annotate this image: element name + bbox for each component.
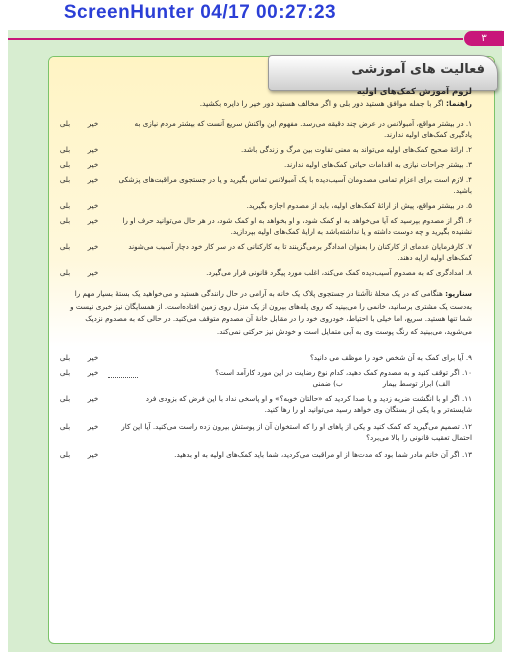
no-option[interactable]: خیر (87, 450, 99, 459)
question-row (52, 200, 472, 211)
no-option[interactable]: خیر (87, 160, 99, 169)
question-text: ۷. کارفرمایان عدمای از کارکنان را بعنوان امدادگر برمی‌گزینند تا به کارکنانی که در سر کار خود دچار آسیب می‌شوند کمک‌های اولیه ارایه دهند. (128, 242, 472, 262)
question-text: ۱۰. اگر توقف کنید و به مصدوم کمک دهید، کدام نوع رضایت در این مورد کارآمد است؟ (215, 368, 472, 377)
yes-option[interactable]: بلی (59, 268, 71, 277)
no-option[interactable]: خیر (87, 394, 99, 403)
question-row (52, 174, 472, 196)
no-option[interactable]: خیر (87, 353, 99, 362)
question-text: ۱. در بیشتر مواقع، آمبولانس در عرض چند دقیقه می‌رسد. مفهوم این واکنش سریع آنست که بیشتر مردم نیازی به یادگیری کمک‌های اولیه ندارند. (134, 119, 472, 139)
question-text: ۳. بیشتر جراحات نیازی به اقدامات حیاتی کمک‌های اولیه ندارند. (284, 160, 472, 169)
no-option[interactable]: خیر (87, 201, 99, 210)
section-heading: لزوم آموزش کمک‌های اولیه (356, 87, 472, 97)
yes-option[interactable]: بلی (59, 160, 71, 169)
question-row (52, 215, 472, 237)
guide-text: اگر با جمله موافق هستید دور بلی و اگر مخالف هستید دور خیر را دایره بکشید. (199, 99, 444, 108)
no-option[interactable]: خیر (87, 216, 99, 225)
yes-option[interactable]: بلی (59, 216, 71, 225)
no-option[interactable]: خیر (87, 422, 99, 431)
question-row (52, 267, 472, 278)
choice-a[interactable]: الف) ابراز توسط بیمار (382, 379, 450, 388)
question-text: ۴. لازم است برای اعزام تمامی مصدومان آسیب‌دیده با یک آمبولانس تماس بگیرید و یا در جستجوی مراقبت‌های پزشکی باشید. (118, 175, 472, 195)
title-banner (268, 55, 498, 91)
scenario-text: هنگامی که در یک محلۀ ناآشنا در جستجوی پلاک یک خانه به آرامی در حال رانندگی هستید و می‌خواهید یک بستۀ بسیار مهم را به‌دست یک مشتری برسانید، خانمی را می‌بینید که روی پله‌های بیرون از یک منزل روی زمین افتاده‌است. از همسایگان نیز خبری نیست و شما تنها هستید. سریع، اما خیلی با احتیاط، خودروی خود را در مقابل خانۀ آن مصدوم متوقف می‌کنید. در حالی که به مصدوم نزدیک می‌شوید، می‌بینید که رنگ پوست وی به آبی متمایل است و خودش نیز حرکتی نمی‌کند. (70, 289, 472, 336)
question-row (52, 352, 472, 363)
question-list (52, 118, 472, 278)
watermark: ScreenHunter 04/17 00:27:23 (63, 2, 337, 23)
consent-choices (52, 378, 472, 389)
no-option[interactable]: خیر (87, 242, 99, 251)
question-text: ۱۳. اگر آن خانم مادر شما بود که مدت‌ها از او مراقبت می‌کردید، شما باید کمک‌های اولیه به او بدهید. (174, 450, 472, 459)
no-option[interactable]: خیر (87, 175, 99, 184)
question-row (52, 241, 472, 263)
question-list-3 (52, 393, 472, 460)
guide (52, 99, 472, 108)
question-row (52, 393, 472, 415)
question-text: ۲. ارائۀ صحیح کمک‌های اولیه می‌تواند به معنی تفاوت بین مرگ و زندگی باشد. (240, 145, 472, 154)
page-title: فعالیت های آموزشی (351, 62, 485, 77)
yes-option[interactable]: بلی (59, 368, 71, 377)
page-number: ۳ (464, 31, 504, 46)
question-row (52, 118, 472, 140)
no-option[interactable]: خیر (87, 268, 99, 277)
question-row (52, 421, 472, 443)
yes-option[interactable]: بلی (59, 201, 71, 210)
choice-b[interactable]: ب) ضمنی (312, 379, 343, 388)
yes-option[interactable]: بلی (59, 175, 71, 184)
scenario (52, 288, 472, 338)
yes-option[interactable]: بلی (59, 450, 71, 459)
yes-option[interactable]: بلی (59, 242, 71, 251)
scenario-label: سناریو: (445, 289, 472, 298)
no-option[interactable]: خیر (87, 368, 99, 377)
question-row (52, 449, 472, 460)
yes-option[interactable]: بلی (59, 422, 71, 431)
question-row (52, 367, 472, 378)
question-text: ۵. در بیشتر مواقع، پیش از ارائۀ کمک‌های اولیه، باید از مصدوم اجازه بگیرید. (246, 201, 472, 210)
guide-label: راهنما: (446, 99, 472, 108)
yes-option[interactable]: بلی (59, 145, 71, 154)
yes-option[interactable]: بلی (59, 119, 71, 128)
question-row (52, 144, 472, 155)
question-text: ۸. امدادگری که به مصدوم آسیب‌دیده کمک می‌کند، اغلب مورد پیگرد قانونی قرار می‌گیرد. (206, 268, 472, 277)
question-row (52, 159, 472, 170)
question-text: ۹. آیا برای کمک به آن شخص خود را موظف می دانید؟ (309, 353, 472, 362)
no-option[interactable]: خیر (87, 119, 99, 128)
question-text: ۱۲. تصمیم می‌گیرید که کمک کنید و یکی از پاهای او را که استخوان آن از پوستش بیرون زده راست می‌کنید. آیا این کار احتمال تعقیب قانونی را بالا می‌برد؟ (121, 422, 472, 442)
top-rule (8, 38, 463, 40)
yes-option[interactable]: بلی (59, 394, 71, 403)
question-text: ۱۱. اگر او با انگشت ضربه زدید و یا صدا کردید که «حالتان خوبه؟» و او پاسخی نداد با این فرض که بزودی فرد شایسته‌تر و یا یکی از بستگان وی خواهد رسید می‌توانید او را رها کنید. (145, 394, 472, 414)
question-list-2 (52, 352, 472, 378)
question-text: ۶. اگر از مصدوم بپرسید که آیا می‌خواهد به او کمک شود، و او بخواهد به او کمک شود، در هر حال می‌توانید حرف او را نشنیده بگیرید و چه دوست داشته و یا نداشته‌باشد به ارایۀ کمک‌های اولیه بپردازید. (122, 216, 472, 236)
yes-option[interactable]: بلی (59, 353, 71, 362)
no-option[interactable]: خیر (87, 145, 99, 154)
answer-blank[interactable] (108, 367, 138, 378)
content (52, 87, 472, 460)
